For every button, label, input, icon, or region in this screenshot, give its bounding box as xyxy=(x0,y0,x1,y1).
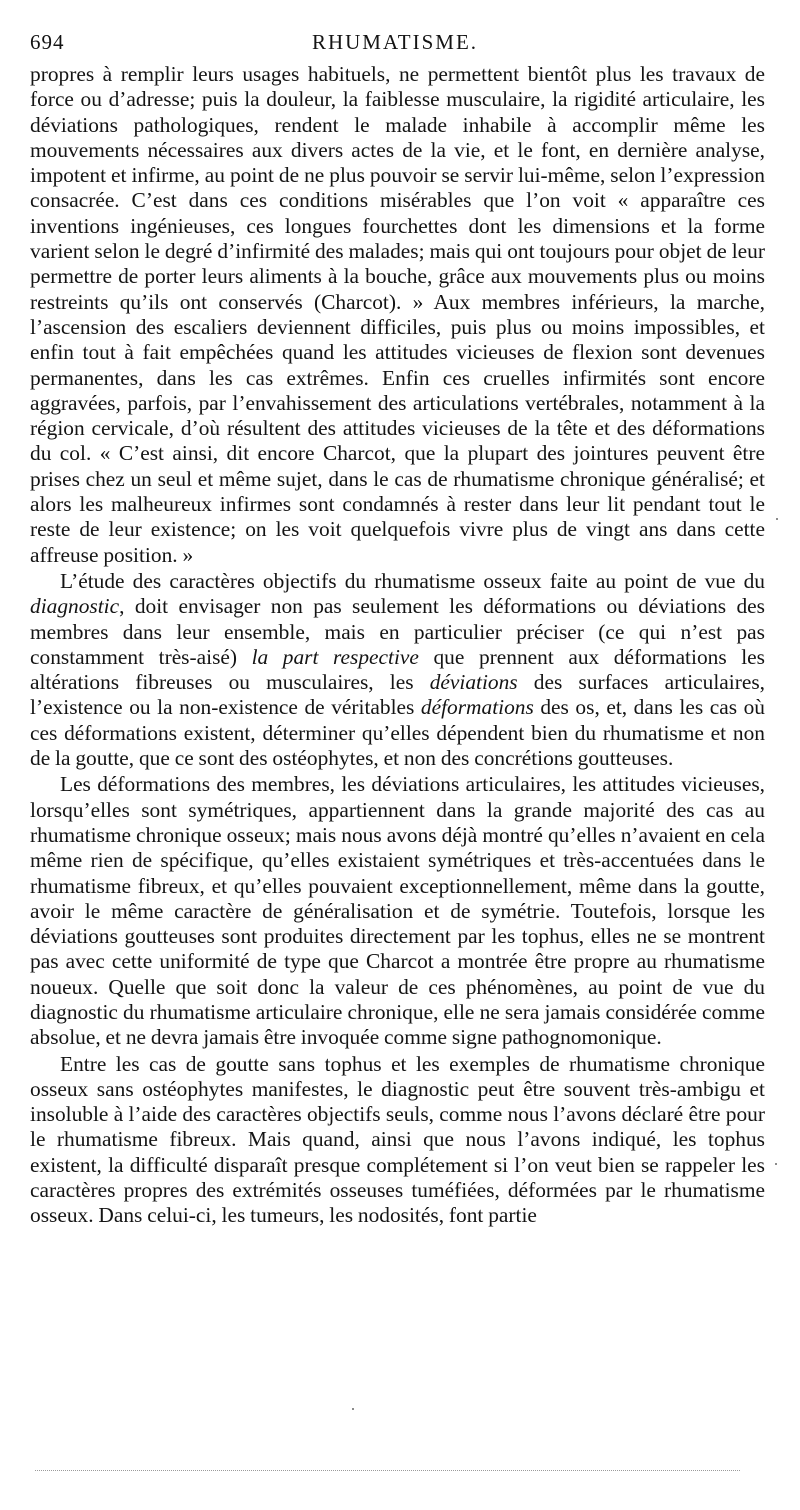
paragraph xyxy=(30,772,765,1050)
text-run: Les déformations des membres, les déviations articulaires, les attitudes vicieuses, lorsqu’elles sont symétriques, appartiennent dans la grande majorité des cas au rhumatisme chronique osseux; mais nous avons déjà montré qu’elles n’avaient en cela même rien de spécifique, qu’elles existaient symétriques et très-accentuées dans le rhumatisme fibreux, et qu’elles pouvaient exceptionnellement, même dans la goutte, avoir le même caractère de généralisation et de symétrie. Toutefois, lorsque les déviations goutteuses sont produites directement par les tophus, elles ne se montrent pas avec cette uniformité de type que Charcot a montrée être propre au rhumatisme noueux. Quelle que soit donc la valeur de ces phénomènes, au point de vue du diagnostic du rhumatisme articulaire chronique, elle ne sera jamais considérée comme absolue, et ne devra jamais être invoquée comme signe pathognomonique. xyxy=(30,772,765,1050)
italic-term: déformations xyxy=(420,695,534,720)
body-text xyxy=(30,62,765,1229)
text-run: , doit envisager non pas seulement les déformations ou déviations des membres dans leur ensemble, mais en particulier préciser (ce qui n’est pas constamment très-aisé) xyxy=(30,594,765,669)
ink-speck xyxy=(775,1163,777,1165)
text-run: que prennent aux déformations les altérations fibreuses ou musculaires, les xyxy=(30,644,765,695)
page-number: 694 xyxy=(30,30,65,54)
text-run: des surfaces articulaires, l’existence ou la non-existence de véritables xyxy=(30,670,765,720)
ink-speck xyxy=(352,1408,354,1410)
bottom-print-bleed xyxy=(35,1470,740,1471)
text-run: Entre les cas de goutte sans tophus et les exemples de rhumatisme chronique osseux sans ostéophytes manifestes, le diagnostic peut être souvent très-ambigu et insoluble à l’aide des caractères objectifs seuls, comme nous l’avons déclaré être pour le rhumatisme fibreux. Mais quand, ainsi que nous l’avons indiqué, les tophus existent, la difficulté disparaît presque complétement si l’on veut bien se rappeler les caractères propres des extrémités osseuses tuméfiées, déformées par le rhumatisme osseux. Dans celui-ci, les tumeurs, les nodosités, font partie xyxy=(30,1051,765,1228)
text-run: des os, et, dans les cas où ces déformations existent, déterminer qu’elles dépendent bien du rhumatisme et non de la goutte, que ce sont des ostéophytes, et non des concrétions goutteuses. xyxy=(30,695,765,771)
running-head: RHUMATISME. xyxy=(311,30,479,54)
paragraph xyxy=(30,62,765,568)
italic-term: la part respective xyxy=(251,644,419,669)
paragraph xyxy=(30,569,765,771)
italic-term: déviations xyxy=(429,670,518,695)
text-run: L’étude des caractères objectifs du rhumatisme osseux faite au point de vue du xyxy=(60,568,765,593)
paragraph xyxy=(30,1052,765,1229)
page-header xyxy=(30,30,760,60)
italic-term: diagnostic xyxy=(30,594,120,619)
text-run: propres à remplir leurs usages habituels, ne permettent bientôt plus les travaux de force ou d’adresse; puis la douleur, la faiblesse musculaire, la rigidité articulaire, les déviations pathologiques, rendent le malade inhabile à accomplir même les mouvements nécessaires aux divers actes de la vie, et le font, en dernière analyse, impotent et infirme, au point de ne plus pouvoir se servir lui-même, selon l’expression consacrée. C’est dans ces conditions misérables que l’on voit « apparaître ces inventions ingénieuses, ces longues fourchettes dont les dimensions et la forme varient selon le degré d’infirmité des malades; mais qui ont toujours pour objet de leur permettre de porter leurs aliments à la bouche, grâce aux mouvements plus ou moins restreints qu’ils ont conservés (Charcot). » Aux membres inférieurs, la marche, l’ascension des escaliers deviennent difficiles, puis plus ou moins impossibles, et enfin tout à fait empêchées quand les attitudes vicieuses de flexion sont devenues permanentes, dans les cas extrêmes. Enfin ces cruelles infirmités sont encore aggravées, parfois, par l’envahissement des articulations vertébrales, notamment à la région cervicale, d’où résultent des attitudes vicieuses de la tête et des déformations du col. « C’est ainsi, dit encore Charcot, que la plupart des jointures peuvent être prises chez un seul et même sujet, dans le cas de rhumatisme chronique généralisé; et alors les malheureux infirmes sont condamnés à rester dans leur lit pendant tout le reste de leur existence; on les voit quelquefois vivre plus de vingt ans dans cette affreuse position. » xyxy=(30,62,765,567)
ink-speck xyxy=(776,518,778,520)
